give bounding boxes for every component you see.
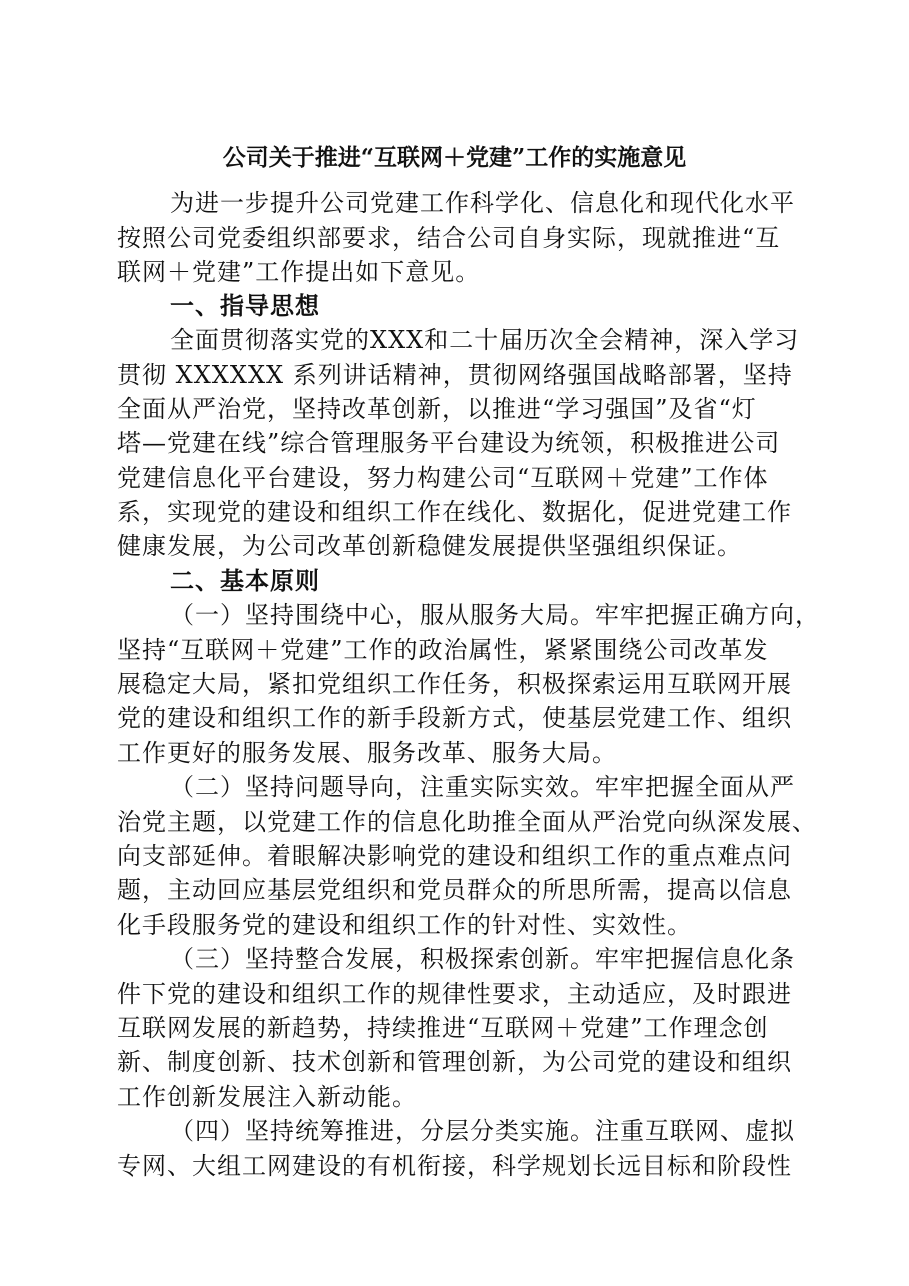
paragraph-line: 工作更好的服务发展、服务改革、服务大局。: [117, 739, 617, 767]
section-heading: 一、指导思想: [170, 291, 320, 320]
paragraph-line: 系，实现党的建设和组织工作在线化、数据化，促进党建工作: [117, 498, 792, 526]
paragraph-line: 工作创新发展注入新动能。: [117, 1083, 417, 1111]
paragraph-line: 互联网发展的新趋势，持续推进“互联网＋党建”工作理念创: [117, 1014, 769, 1042]
paragraph-line: 全面贯彻落实党的XXX和二十届历次全会精神，深入学习: [170, 326, 800, 354]
paragraph-line: （一）坚持围绕中心，服从服务大局。牢牢把握正确方向，: [170, 601, 820, 629]
paragraph-line: 展稳定大局，紧扣党组织工作任务，积极探索运用互联网开展: [117, 670, 792, 698]
paragraph-line: 为进一步提升公司党建工作科学化、信息化和现代化水平: [170, 189, 795, 217]
paragraph-line: 党的建设和组织工作的新手段新方式，使基层党建工作、组织: [117, 704, 792, 732]
paragraph-line: 化手段服务党的建设和组织工作的针对性、实效性。: [117, 911, 692, 939]
paragraph-line: （三）坚持整合发展，积极探索创新。牢牢把握信息化条: [170, 945, 795, 973]
paragraph-line: 专网、大组工网建设的有机衔接，科学规划长远目标和阶段性: [117, 1152, 792, 1180]
paragraph-line: （二）坚持问题导向，注重实际实效。牢牢把握全面从严: [170, 773, 795, 801]
paragraph-line: 健康发展，为公司改革创新稳健发展提供坚强组织保证。: [117, 532, 742, 560]
paragraph-line: 治党主题，以党建工作的信息化助推全面从严治党向纵深发展、: [117, 808, 817, 836]
paragraph-line: 新、制度创新、技术创新和管理创新，为公司党的建设和组织: [117, 1048, 792, 1076]
paragraph-line: 贯彻 XXXXXX 系列讲话精神，贯彻网络强国战略部署，坚持: [117, 361, 793, 389]
paragraph-line: 党建信息化平台建设，努力构建公司“互联网＋党建”工作体: [117, 464, 769, 492]
paragraph-line: 题，主动回应基层党组织和党员群众的所思所需，提高以信息: [117, 876, 792, 904]
paragraph-line: （四）坚持统筹推进，分层分类实施。注重互联网、虚拟: [170, 1117, 795, 1145]
paragraph-line: 联网＋党建”工作提出如下意见。: [117, 258, 481, 286]
section-heading: 二、基本原则: [170, 566, 320, 595]
paragraph-line: 向支部延伸。着眼解决影响党的建设和组织工作的重点难点问: [117, 842, 792, 870]
paragraph-line: 坚持“互联网＋党建”工作的政治属性，紧紧围绕公司改革发: [117, 636, 769, 664]
document-title: 公司关于推进“互联网＋党建”工作的实施意见: [222, 144, 687, 171]
paragraph-line: 件下党的建设和组织工作的规律性要求，主动适应，及时跟进: [117, 980, 792, 1008]
paragraph-line: 全面从严治党，坚持改革创新，以推进“学习强国”及省“灯: [117, 395, 757, 423]
paragraph-line: 塔—党建在线”综合管理服务平台建设为统领，积极推进公司: [117, 429, 781, 457]
paragraph-line: 按照公司党委组织部要求，结合公司自身实际，现就推进“互: [117, 224, 781, 252]
